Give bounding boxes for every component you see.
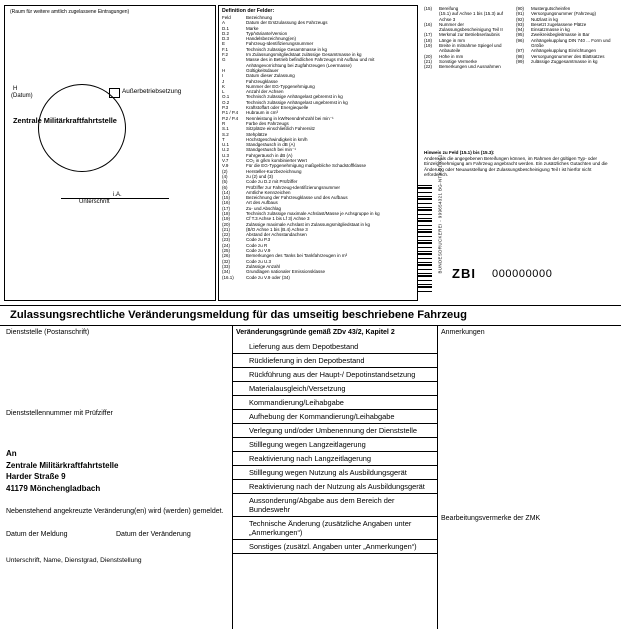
definition-text: CO₂ in g/km kombinierter Wert bbox=[246, 158, 307, 164]
barcode-bars bbox=[418, 185, 432, 293]
date-label: (Datum) bbox=[11, 93, 33, 99]
definition-code: (16) bbox=[222, 200, 231, 206]
barcode bbox=[418, 154, 443, 293]
definition-row bbox=[219, 275, 417, 280]
definition-code: U.3 bbox=[222, 152, 230, 158]
right-definitions-col-1 bbox=[424, 6, 512, 70]
reason-row[interactable] bbox=[233, 424, 437, 438]
definition-text: Technisch zulässige Anhängelast ungebremst in kg bbox=[246, 99, 348, 105]
definition-text: Grundlagen nationaler Emissionsklasse bbox=[246, 269, 326, 275]
definitions-header-field: Feld bbox=[222, 15, 231, 20]
definition-code: I bbox=[222, 73, 224, 79]
definition-text: Code zu R bbox=[246, 242, 268, 248]
definition-text: Code zu V.9 oder (34) bbox=[246, 274, 290, 280]
reason-row[interactable] bbox=[233, 540, 437, 554]
definition-text: Anhängekupplung DIN 740 ... Form und Größe bbox=[531, 37, 611, 49]
reason-label: Materialausgleich/Versetzung bbox=[249, 384, 346, 393]
definitions-header-desc: Bezeichnung bbox=[246, 15, 273, 20]
definition-text: Datum der Erstzulassung des Fahrzeugs bbox=[246, 20, 328, 26]
definition-code: D.3 bbox=[222, 36, 230, 42]
definition-text: Sonstige Vermerke bbox=[439, 58, 478, 64]
definition-text: Technisch zulässige Anhängelast gebremst in kg bbox=[246, 94, 343, 100]
definition-text: Technisch zulässige maximale Achslast/Masse je Achsgruppe in kg bbox=[246, 210, 380, 216]
left-entry-panel bbox=[4, 5, 216, 301]
reason-row[interactable] bbox=[233, 480, 437, 494]
definition-code: (91) bbox=[516, 11, 525, 17]
definition-row bbox=[424, 43, 512, 54]
definition-code: (6) bbox=[222, 184, 228, 190]
reason-row[interactable] bbox=[233, 368, 437, 382]
definition-code: (21) bbox=[424, 58, 433, 64]
definition-row bbox=[219, 57, 417, 68]
reason-label: Aussonderung/Abgabe aus dem Bereich der Bundeswehr bbox=[249, 496, 395, 514]
definition-text: (15.1) auf Achse 1 bis (15.3) auf Achse 3 bbox=[439, 11, 504, 22]
definition-text: (B/O Achse 1 bis (B.4) Achse 3 bbox=[246, 226, 308, 232]
definition-code: (17) bbox=[424, 32, 433, 38]
definition-code: F.1 bbox=[222, 46, 229, 52]
header-dienststelle: Dienststelle (Postanschrift) bbox=[6, 329, 90, 336]
reason-row[interactable] bbox=[233, 452, 437, 466]
dienststellennummer-label: Dienststellennummer mit Prüfziffer bbox=[6, 410, 113, 417]
definition-code: (19) bbox=[424, 43, 433, 49]
tyre-notice-title: Hinweis zu Feld (15.1) bis (15.3): bbox=[424, 150, 495, 155]
definition-text: zulässige Zuggesamtmasse in kg bbox=[531, 58, 598, 64]
reason-row[interactable] bbox=[233, 438, 437, 452]
definition-text: Code zu V.9 bbox=[246, 248, 271, 254]
definition-text: Zu- und Abschlag bbox=[246, 205, 282, 211]
field-definitions-panel bbox=[218, 5, 418, 301]
definition-text: Hersteller-Kurzbezeichnung bbox=[246, 168, 302, 174]
serial-number: 000000000 bbox=[492, 268, 553, 280]
definition-text: Nummer der EG-Typgenehmigung bbox=[246, 83, 315, 89]
definition-text: Anzahl der Achsen bbox=[246, 89, 284, 95]
header-anmerkungen: Anmerkungen bbox=[441, 329, 485, 336]
authority-name: Zentrale Militärkraftfahrtstelle bbox=[13, 116, 117, 125]
reason-row[interactable] bbox=[233, 340, 437, 354]
reason-row[interactable] bbox=[233, 382, 437, 396]
decommission-label: Außerbetriebsetzung bbox=[122, 88, 182, 95]
definition-text: Bemerkungen und Ausnahmen bbox=[439, 64, 501, 70]
definition-text: Breite in mitnahme Spiegel und Anbauteile bbox=[439, 43, 502, 54]
definition-code: (18) bbox=[424, 37, 433, 43]
signature-label: Unterschrift bbox=[79, 199, 110, 205]
definition-code: P.3 bbox=[222, 105, 229, 111]
definition-text: Fahrzeugklasse bbox=[246, 78, 278, 84]
date-change-label[interactable]: Datum der Veränderung bbox=[116, 531, 191, 538]
definition-text: Mustergutscheinfen bbox=[531, 6, 571, 11]
definition-row bbox=[424, 22, 512, 33]
definition-code: (15) bbox=[222, 195, 231, 201]
form-title: Zulassungsrechtliche Veränderungsmeldung für das umseitig beschriebene Fahrzeug bbox=[10, 309, 467, 321]
definition-text: Zulässige maximale Achslast im Zulassungsmitgliedstaat in kg bbox=[246, 221, 371, 227]
definition-text: Code zu P.3 bbox=[246, 237, 271, 243]
date-report-label[interactable]: Datum der Meldung bbox=[6, 531, 68, 538]
recipient-address bbox=[6, 448, 118, 494]
definition-code: (97) bbox=[516, 48, 525, 54]
definition-code: K bbox=[222, 83, 226, 89]
definition-code: S.1 bbox=[222, 126, 229, 132]
reason-label: Stilllegung wegen Nutzung als Ausbildungsgerät bbox=[249, 468, 407, 477]
reason-label: Rückführung aus der Haupt-/ Depotinstandsetzung bbox=[249, 370, 416, 379]
definition-code: (4) bbox=[222, 173, 228, 179]
definition-text: Farbe des Fahrzeugs bbox=[246, 120, 289, 126]
definition-code: (5) bbox=[222, 179, 228, 185]
definition-text: Hubraum in cm³ bbox=[246, 110, 279, 116]
definition-code: U.2 bbox=[222, 147, 230, 153]
definition-code: (96) bbox=[516, 37, 525, 43]
reason-list bbox=[233, 340, 437, 554]
header-reasons: Veränderungsgründe gemäß ZDv 43/2, Kapitel 2 bbox=[236, 329, 395, 336]
definition-code: (20) bbox=[424, 53, 433, 59]
definition-code: (95) bbox=[516, 32, 525, 38]
definition-code: (21) bbox=[222, 226, 231, 232]
definition-row bbox=[516, 59, 616, 64]
right-definitions-col-2 bbox=[516, 6, 616, 64]
definition-code: (98) bbox=[516, 53, 525, 59]
reason-label: Rücklieferung in den Depotbestand bbox=[249, 356, 365, 365]
definition-text: Masse des in Betrieb befindlichen Fahrzeugs mit Aufbau und mit Anhängevorrichtung bei Zugfahrzeugen (Leermasse) bbox=[246, 57, 375, 68]
reason-label: Sonstiges (zusätzl. Angaben unter „Anmerkungen“) bbox=[249, 542, 417, 551]
definition-text: Gültigkeitsdauer bbox=[246, 67, 279, 73]
definition-code: O.1 bbox=[222, 94, 230, 100]
definition-code: D.1 bbox=[222, 25, 230, 31]
definition-code: U.1 bbox=[222, 142, 230, 148]
definition-text: Sitzplätze einschließlich Fahrersitz bbox=[246, 126, 316, 132]
definition-code: S.2 bbox=[222, 131, 229, 137]
definition-code: (22) bbox=[222, 232, 231, 238]
definition-text: Typ/Variante/Version bbox=[246, 30, 288, 36]
definition-code: (23) bbox=[222, 237, 231, 243]
reason-row[interactable] bbox=[233, 410, 437, 424]
vehicle-registration-top bbox=[0, 0, 621, 306]
definition-text: Länge in mm bbox=[439, 37, 466, 43]
definition-code: (24) bbox=[222, 242, 231, 248]
definition-text: Bezeichnung der Fahrzeugklasse und des Aufbaus bbox=[246, 195, 348, 201]
reason-label: Technische Änderung (zusätzliche Angaben unter „Anmerkungen“) bbox=[249, 519, 412, 537]
recipient-line-1: Zentrale Militärkraftfahrtstelle bbox=[6, 460, 119, 470]
definition-text: Nutzlast in kg bbox=[531, 16, 559, 22]
definition-text: Handelsbezeichnung(en) bbox=[246, 36, 297, 42]
definition-code: (25) bbox=[222, 248, 231, 254]
definition-code: (94) bbox=[516, 27, 525, 33]
barcode-number: BUNDESDRUCKEREI - 999654321 BG-NTV-01-051 bbox=[437, 154, 443, 274]
definition-text: Anhängekupplung Einrichtungen bbox=[531, 48, 597, 54]
definition-text: Standgeräusch in dB (A) bbox=[246, 142, 296, 148]
definition-code: (14) bbox=[222, 189, 231, 195]
definition-text: Art des Aufbaus bbox=[246, 200, 278, 206]
definition-code: V.7 bbox=[222, 158, 229, 164]
definition-code: (19) bbox=[222, 216, 231, 222]
definition-text: Bemerkungen des Tanks bei Tankfahrzeugen in m³ bbox=[246, 253, 348, 259]
reason-label: Reaktivierung nach der Nutzung als Ausbildungsgerät bbox=[249, 482, 425, 491]
definition-code: (16) bbox=[424, 21, 433, 27]
definition-text: Fahrgeräusch in dB (A) bbox=[246, 152, 293, 158]
definition-code: (34) bbox=[222, 269, 231, 275]
reason-row[interactable] bbox=[233, 494, 437, 517]
definition-code: V.9 bbox=[222, 163, 229, 169]
definition-row bbox=[516, 38, 616, 49]
definition-text: Stehplätze bbox=[246, 131, 268, 137]
definition-text: Besetzt zugelassene Plätze bbox=[531, 21, 587, 27]
definition-text: Datum dieser Zulassung bbox=[246, 73, 295, 79]
definition-code: (32) bbox=[222, 258, 231, 264]
definitions-title: Definition der Felder: bbox=[222, 8, 275, 14]
definition-text: Nennleistung in kW/Nenndrehzahl bei min⁻¹ bbox=[246, 115, 334, 121]
definition-code: (99) bbox=[516, 58, 525, 64]
definition-text: Abstand der Achsstandachsen bbox=[246, 232, 307, 238]
definition-code: P.1 / P.4 bbox=[222, 110, 239, 116]
signature-block-label: Unterschrift, Name, Dienstgrad, Dienststellung bbox=[6, 557, 142, 564]
date-fields bbox=[6, 531, 226, 538]
definition-code: (20) bbox=[222, 221, 231, 227]
definition-text: Nummer der Zulassungsbescheinigung Teil II bbox=[439, 21, 503, 33]
definition-code bbox=[424, 11, 439, 22]
declaration-note: Nebenstehend angekreuzte Veränderung(en) wird (werden) gemeldet. bbox=[6, 508, 224, 515]
definition-text: Einsatzmasse in kg bbox=[531, 27, 570, 33]
definition-text: Zulässige Anzahl bbox=[246, 263, 281, 269]
definition-code: H bbox=[222, 67, 226, 73]
definition-code: (2) bbox=[222, 168, 228, 174]
free-space-note: (Raum für weitere amtlich zugelassene Eintragungen) bbox=[10, 9, 130, 15]
definition-code: J bbox=[222, 78, 225, 84]
definition-text: Höhe in mm bbox=[439, 53, 464, 59]
definition-code: F.2 bbox=[222, 52, 229, 58]
zbi-label: ZBI bbox=[452, 266, 476, 281]
reason-label: Stilllegung wegen Langzeitlagerung bbox=[249, 440, 366, 449]
definition-code: (16.1) bbox=[222, 274, 234, 280]
definition-text: Standgeräusch bei min⁻¹ bbox=[246, 147, 296, 153]
definition-text: Technisch zulässige Gesamtmasse in kg bbox=[246, 46, 328, 52]
recipient-line-3: 41179 Mönchengladbach bbox=[6, 483, 101, 493]
definition-text: Amtliche Kennzeichen bbox=[246, 189, 291, 195]
definition-code: (33) bbox=[222, 263, 231, 269]
definition-code: (26) bbox=[222, 253, 231, 259]
definition-text: Höchstgeschwindigkeit in km/h bbox=[246, 136, 308, 142]
definition-code: O.2 bbox=[222, 99, 230, 105]
reason-label: Lieferung aus dem Depotbestand bbox=[249, 342, 359, 351]
reason-label: Verlegung und/oder Umbenennung der Dienststelle bbox=[249, 426, 418, 435]
definition-text: Kraftstoffart oder Energiequelle bbox=[246, 105, 309, 111]
definition-text: Code zu U.3 bbox=[246, 258, 272, 264]
tyre-notice bbox=[424, 150, 616, 178]
definition-code: (92) bbox=[516, 16, 525, 22]
definition-code: (90) bbox=[516, 6, 525, 11]
definition-text: Versorgungsnummer (Fahrzeug) bbox=[531, 11, 597, 17]
definition-code: (22) bbox=[424, 64, 433, 70]
definition-code: P.2 / P.4 bbox=[222, 115, 239, 121]
recipient-an-label: An bbox=[6, 449, 17, 458]
definition-code: R bbox=[222, 120, 226, 126]
definition-text: zu (2) und (3) bbox=[246, 173, 274, 179]
definition-code: L bbox=[222, 89, 225, 95]
definition-row bbox=[424, 11, 512, 22]
definition-code: T bbox=[222, 136, 225, 142]
reason-label: Reaktivierung nach Langzeitlagerung bbox=[249, 454, 372, 463]
reason-row[interactable] bbox=[233, 354, 437, 368]
zmk-processing-label: Bearbeitungsvermerke der ZMK bbox=[441, 515, 541, 522]
definition-text: Cf T.3 Achse 1 bis Lf 3) Achse 3 bbox=[246, 216, 310, 222]
divider-right bbox=[437, 325, 438, 629]
recipient-line-2: Harder Straße 9 bbox=[6, 472, 66, 481]
ia-label: i.A. bbox=[113, 192, 122, 198]
definition-code: (17) bbox=[222, 205, 231, 211]
signature-rule bbox=[61, 198, 169, 199]
definition-text: Fahrzeug-Identifizierungsnummer bbox=[246, 41, 314, 47]
definition-text: Im Zulassungsmitgliedstaat zulässige Gesamtmasse in kg bbox=[246, 52, 362, 58]
tyre-notice-text: Andere als die angegebenen Bereifungen können, im Rahmen der gültigen Typ- oder Einzelgenehmigung am Fahrzeug angebracht werden. Ein zusätzliches Gutachten und die Änderung oder Neuausstellung der Zulassungsbescheinigung Teil I ist hierfür nicht erforderlich. bbox=[424, 155, 608, 177]
definition-code: A bbox=[222, 20, 226, 26]
definition-text: Prüfziffer zur Fahrzeug-Identifizierungsnummer bbox=[246, 184, 340, 190]
reason-row[interactable] bbox=[233, 396, 437, 410]
reason-label: Kommandierung/Leihabgabe bbox=[249, 398, 344, 407]
reason-row[interactable] bbox=[233, 466, 437, 480]
field-h-label: H bbox=[13, 86, 18, 92]
change-report-form bbox=[0, 325, 621, 629]
definition-text: Merkmal zur Betriebserlaubnis bbox=[439, 32, 500, 38]
definition-text: Versorgungsnummer des Blattsatzes bbox=[531, 53, 605, 59]
definition-code: D.2 bbox=[222, 30, 230, 36]
definition-code: (18) bbox=[222, 210, 231, 216]
definition-text: Code zu D.2 mit Prüfziffer bbox=[246, 179, 298, 185]
definition-text: Marke bbox=[246, 25, 259, 31]
reason-label: Aufhebung der Kommandierung/Leihabgabe bbox=[249, 412, 395, 421]
definition-text: Bereifung bbox=[439, 6, 459, 11]
reason-row[interactable] bbox=[233, 517, 437, 540]
definition-code: (15) bbox=[424, 6, 433, 11]
definition-code: G bbox=[222, 57, 226, 63]
definition-text: Für die EG-Typgenehmigung maßgebliche Schadstoffklasse bbox=[246, 163, 366, 169]
definition-row bbox=[424, 64, 512, 69]
definition-code: E bbox=[222, 41, 226, 47]
definition-code: (93) bbox=[516, 21, 525, 27]
stamp-circle bbox=[38, 84, 126, 172]
definition-text: Zweikreisbegleitmasse in Bar bbox=[531, 32, 590, 38]
form-banner bbox=[0, 305, 621, 326]
